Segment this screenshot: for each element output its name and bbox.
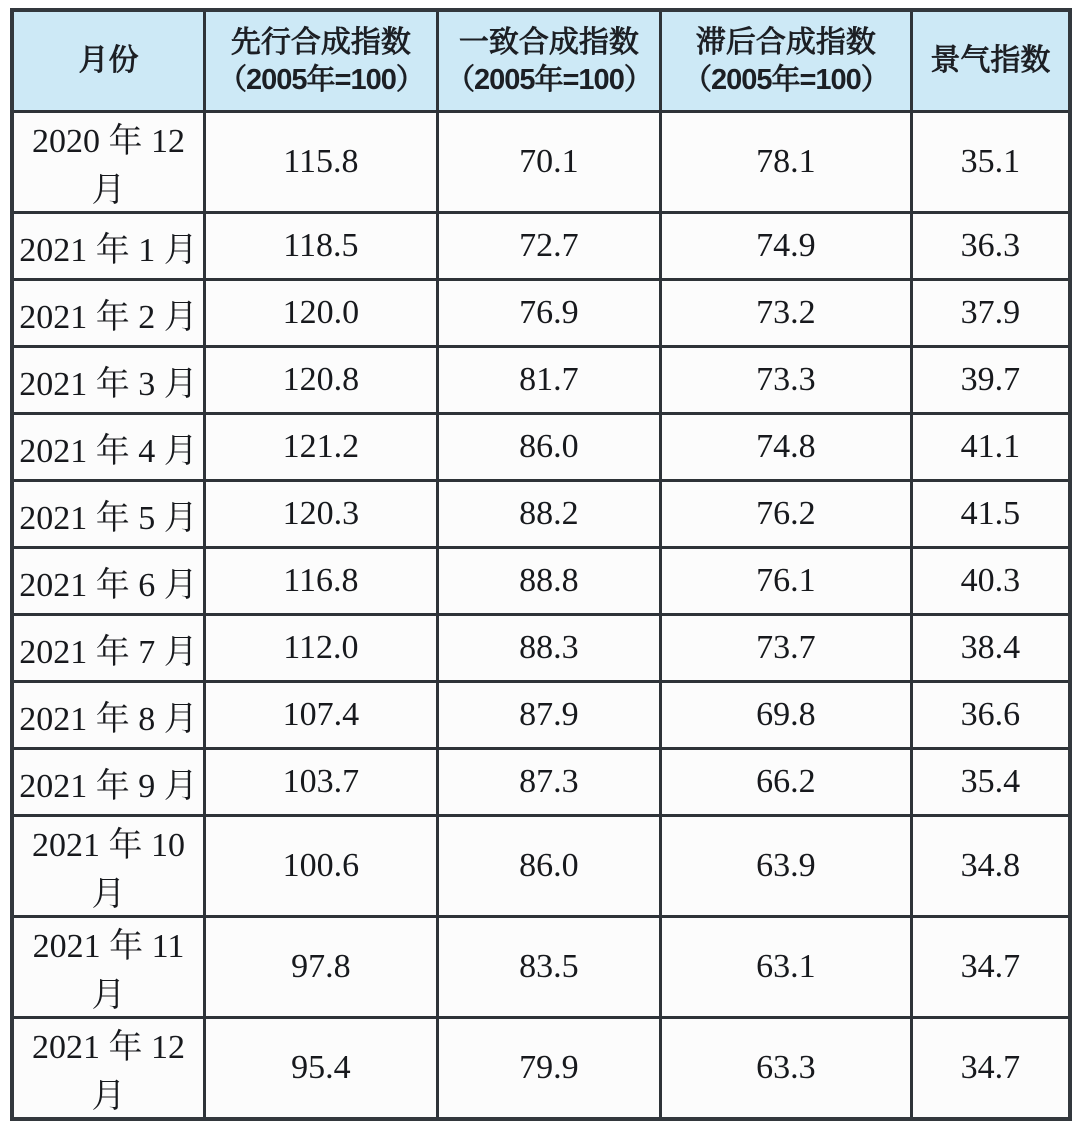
value-cell: 73.3 xyxy=(661,347,912,414)
value-cell: 66.2 xyxy=(661,749,912,816)
value-cell: 74.9 xyxy=(661,213,912,280)
value-cell: 73.2 xyxy=(661,280,912,347)
table-row xyxy=(12,414,1070,481)
value-cell: 70.1 xyxy=(437,112,660,213)
value-cell: 103.7 xyxy=(205,749,438,816)
value-cell: 115.8 xyxy=(205,112,438,213)
value-cell: 76.2 xyxy=(661,481,912,548)
value-cell: 69.8 xyxy=(661,682,912,749)
table-row xyxy=(12,481,1070,548)
column-header-label: 月份 xyxy=(78,44,139,78)
value-cell: 120.3 xyxy=(205,481,438,548)
table-row xyxy=(12,213,1070,280)
value-cell: 120.8 xyxy=(205,347,438,414)
value-cell: 38.4 xyxy=(911,615,1070,682)
table-body xyxy=(12,112,1070,1120)
column-header-label: 先行合成指数 xyxy=(230,26,411,60)
value-cell: 88.2 xyxy=(437,481,660,548)
month-cell: 2021 年 5 月 xyxy=(12,481,205,548)
table-row xyxy=(12,615,1070,682)
table-row xyxy=(12,548,1070,615)
value-cell: 97.8 xyxy=(205,917,438,1018)
value-cell: 39.7 xyxy=(911,347,1070,414)
month-cell: 2021 年 1 月 xyxy=(12,213,205,280)
value-cell: 88.8 xyxy=(437,548,660,615)
value-cell: 76.9 xyxy=(437,280,660,347)
table-header xyxy=(12,10,1070,112)
month-cell: 2021 年 7 月 xyxy=(12,615,205,682)
value-cell: 40.3 xyxy=(911,548,1070,615)
value-cell: 74.8 xyxy=(661,414,912,481)
value-cell: 36.3 xyxy=(911,213,1070,280)
value-cell: 34.7 xyxy=(911,917,1070,1018)
value-cell: 121.2 xyxy=(205,414,438,481)
value-cell: 87.3 xyxy=(437,749,660,816)
value-cell: 86.0 xyxy=(437,816,660,917)
month-cell: 2021 年 12 月 xyxy=(12,1018,205,1120)
column-header-sublabel: （2005年=100） xyxy=(218,63,424,96)
table-row xyxy=(12,917,1070,1018)
value-cell: 34.8 xyxy=(911,816,1070,917)
value-cell: 83.5 xyxy=(437,917,660,1018)
month-cell: 2021 年 9 月 xyxy=(12,749,205,816)
column-header-sublabel: （2005年=100） xyxy=(682,63,889,96)
table-row xyxy=(12,280,1070,347)
value-cell: 34.7 xyxy=(911,1018,1070,1120)
value-cell: 100.6 xyxy=(205,816,438,917)
value-cell: 37.9 xyxy=(911,280,1070,347)
value-cell: 63.3 xyxy=(661,1018,912,1120)
month-cell: 2021 年 3 月 xyxy=(12,347,205,414)
value-cell: 63.9 xyxy=(661,816,912,917)
table-row xyxy=(12,1018,1070,1120)
value-cell: 73.7 xyxy=(661,615,912,682)
column-header-2 xyxy=(437,10,660,112)
value-cell: 81.7 xyxy=(437,347,660,414)
value-cell: 35.1 xyxy=(911,112,1070,213)
value-cell: 36.6 xyxy=(911,682,1070,749)
column-header-4 xyxy=(911,10,1070,112)
column-header-sublabel: （2005年=100） xyxy=(445,63,652,96)
column-header-label: 滞后合成指数 xyxy=(695,26,876,60)
column-header-label: 一致合成指数 xyxy=(458,26,639,60)
month-cell: 2021 年 6 月 xyxy=(12,548,205,615)
value-cell: 88.3 xyxy=(437,615,660,682)
value-cell: 79.9 xyxy=(437,1018,660,1120)
month-cell: 2020 年 12 月 xyxy=(12,112,205,213)
value-cell: 72.7 xyxy=(437,213,660,280)
column-header-label: 景气指数 xyxy=(930,44,1051,78)
month-cell: 2021 年 4 月 xyxy=(12,414,205,481)
month-cell: 2021 年 2 月 xyxy=(12,280,205,347)
value-cell: 76.1 xyxy=(661,548,912,615)
value-cell: 87.9 xyxy=(437,682,660,749)
value-cell: 116.8 xyxy=(205,548,438,615)
table-row xyxy=(12,347,1070,414)
table-row xyxy=(12,816,1070,917)
table-header-row xyxy=(12,10,1070,112)
value-cell: 112.0 xyxy=(205,615,438,682)
month-cell: 2021 年 8 月 xyxy=(12,682,205,749)
column-header-3 xyxy=(661,10,912,112)
value-cell: 118.5 xyxy=(205,213,438,280)
table-row xyxy=(12,112,1070,213)
value-cell: 120.0 xyxy=(205,280,438,347)
value-cell: 41.5 xyxy=(911,481,1070,548)
value-cell: 95.4 xyxy=(205,1018,438,1120)
value-cell: 41.1 xyxy=(911,414,1070,481)
value-cell: 35.4 xyxy=(911,749,1070,816)
table-row xyxy=(12,682,1070,749)
value-cell: 78.1 xyxy=(661,112,912,213)
month-cell: 2021 年 11 月 xyxy=(12,917,205,1018)
value-cell: 63.1 xyxy=(661,917,912,1018)
month-cell: 2021 年 10 月 xyxy=(12,816,205,917)
value-cell: 107.4 xyxy=(205,682,438,749)
table-row xyxy=(12,749,1070,816)
column-header-1 xyxy=(205,10,438,112)
column-header-0 xyxy=(12,10,205,112)
economic-index-table xyxy=(10,8,1072,1121)
value-cell: 86.0 xyxy=(437,414,660,481)
